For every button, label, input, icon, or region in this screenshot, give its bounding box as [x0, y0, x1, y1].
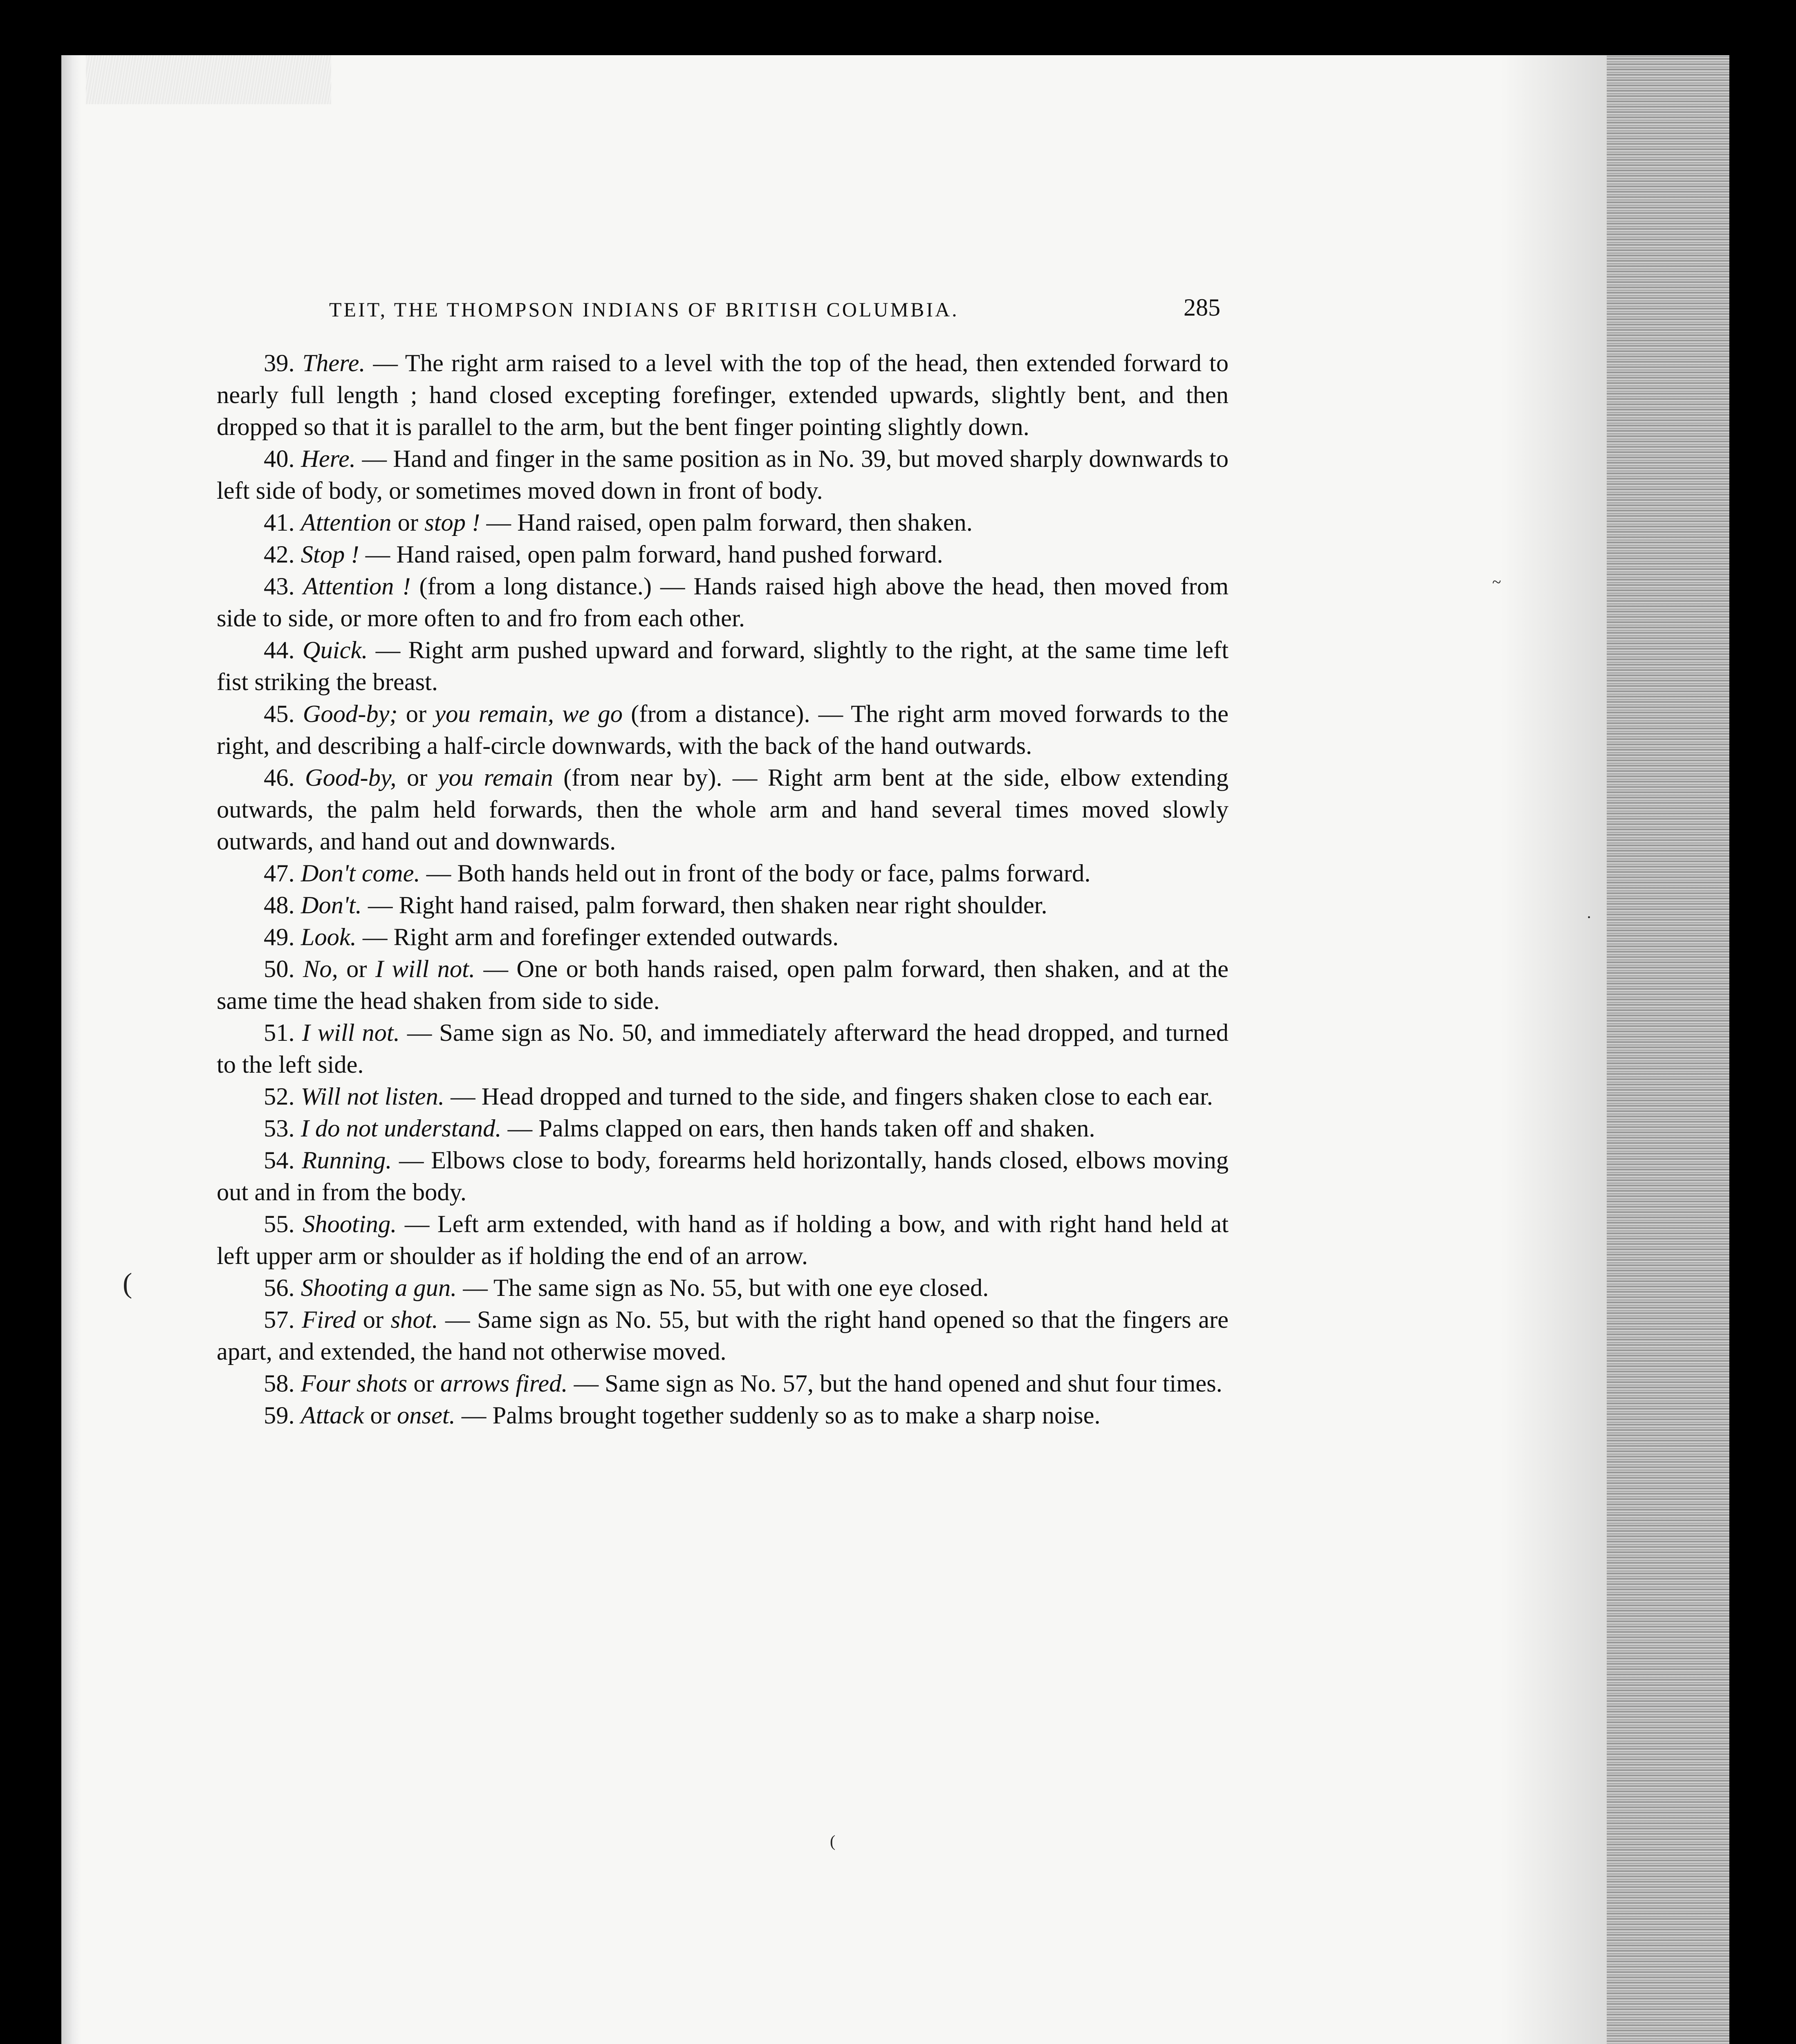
entry-47: [217, 858, 1229, 890]
entry-connector: or: [407, 1370, 440, 1397]
entry-55: [217, 1208, 1229, 1272]
entry-text: — The same sign as No. 55, but with one eye closed.: [457, 1274, 989, 1302]
entry-text: — Right hand raised, palm forward, then shaken near right shoulder.: [361, 892, 1047, 919]
entry-text: — Same sign as No. 57, but the hand opened and shut four times.: [567, 1370, 1222, 1397]
entry-text: — Head dropped and turned to the side, and fingers shaken close to each ear.: [444, 1083, 1213, 1110]
entry-number: 58.: [264, 1370, 295, 1397]
entry-term: Fired: [302, 1306, 356, 1334]
scan-noise-top: [86, 55, 331, 104]
entry-text: — One or both hands raised, open palm forward, then shaken, and at the same time the head shaken from side to side.: [217, 955, 1229, 1015]
entry-term: Don't.: [300, 892, 362, 919]
entry-term: I do not understand.: [300, 1115, 502, 1142]
entry-number: 55.: [264, 1210, 295, 1238]
entry-term: Good-by,: [305, 764, 397, 791]
entry-52: [217, 1081, 1229, 1113]
entry-number: 43.: [264, 573, 295, 600]
entry-number: 52.: [264, 1083, 295, 1110]
entry-text: — Hand and finger in the same position as in No. 39, but moved sharply downwards to left side of body, or sometimes moved down in front of body.: [217, 445, 1229, 504]
entry-number: 44.: [264, 637, 295, 664]
entry-number: 54.: [264, 1147, 295, 1174]
entry-number: 57.: [264, 1306, 295, 1334]
entry-term: Will not listen.: [300, 1083, 444, 1110]
entry-term: No,: [303, 955, 338, 983]
entry-term: Look.: [300, 923, 357, 951]
entry-connector: or: [364, 1402, 397, 1429]
page-right-edge: [1607, 55, 1729, 2044]
running-title: TEIT, THE THOMPSON INDIANS OF BRITISH COLUMBIA.: [329, 298, 959, 321]
entry-text: — Same sign as No. 50, and immediately afterward the head dropped, and turned to the left side.: [217, 1019, 1229, 1078]
entry-text: — Elbows close to body, forearms held horizontally, hands closed, elbows moving out and in from the body.: [217, 1147, 1229, 1206]
entry-56: [217, 1272, 1229, 1304]
entry-58: [217, 1368, 1229, 1400]
entry-text: — Right arm pushed upward and forward, slightly to the right, at the same time left fist striking the breast.: [217, 637, 1229, 696]
entry-41: [217, 507, 1229, 539]
page-header: [329, 294, 1220, 330]
entry-number: 42.: [264, 541, 295, 568]
entry-46: [217, 762, 1229, 858]
entry-term: Stop !: [300, 541, 359, 568]
entry-44: [217, 634, 1229, 698]
entry-term: Attention !: [303, 573, 411, 600]
entry-connector: or: [338, 955, 375, 983]
entry-term-alt: I will not.: [375, 955, 475, 983]
page-number: 285: [1184, 294, 1220, 321]
entry-text: — Palms brought together suddenly so as to make a sharp noise.: [455, 1402, 1101, 1429]
entry-text: — Hand raised, open palm forward, hand pushed forward.: [359, 541, 943, 568]
entry-term: Good-by;: [303, 700, 398, 728]
entry-40: [217, 443, 1229, 507]
entry-54: [217, 1145, 1229, 1208]
entry-43: [217, 571, 1229, 634]
entry-term: There.: [302, 350, 365, 377]
entry-text: (from a long distance.) — Hands raised high above the head, then moved from side to side, or more often to and fro from each other.: [217, 573, 1229, 632]
entry-number: 48.: [264, 892, 295, 919]
entry-number: 53.: [264, 1115, 295, 1142]
entry-text: — Left arm extended, with hand as if holding a bow, and with right hand held at left upper arm or shoulder as if holding the end of an arrow.: [217, 1210, 1229, 1270]
entry-text: (from a distance). — The right arm moved forwards to the right, and describing a half-circle downwards, with the back of the hand outwards.: [217, 700, 1229, 760]
entry-connector: or: [396, 764, 438, 791]
entry-text: — The right arm raised to a level with the top of the head, then extended forward to nearly full length ; hand closed excepting forefinger, extended upwards, slightly bent, and then dropped so that it is parallel to the arm, but the bent finger pointing slightly down.: [217, 350, 1229, 441]
entry-term-alt: stop !: [424, 509, 480, 536]
entry-term-alt: shot.: [390, 1306, 438, 1334]
entry-number: 56.: [264, 1274, 295, 1302]
entry-49: [217, 921, 1229, 953]
entry-term: Running.: [302, 1147, 392, 1174]
entry-term: I will not.: [302, 1019, 400, 1047]
entry-number: 41.: [264, 509, 295, 536]
entry-number: 39.: [264, 350, 295, 377]
entry-number: 40.: [264, 445, 295, 473]
entry-number: 47.: [264, 860, 295, 887]
scan-speck: (: [123, 1268, 132, 1299]
entry-45: [217, 698, 1229, 762]
entry-text: — Same sign as No. 55, but with the right hand opened so that the fingers are apart, and extended, the hand not otherwise moved.: [217, 1306, 1229, 1365]
entry-number: 46.: [264, 764, 295, 791]
entry-text: (from near by). — Right arm bent at the side, elbow extending outwards, the palm held forwards, then the whole arm and hand several times moved slowly outwards, and hand out and downwards.: [217, 764, 1229, 855]
entry-term: Quick.: [302, 637, 368, 664]
entry-text: — Both hands held out in front of the body or face, palms forward.: [420, 860, 1091, 887]
entry-term: Shooting a gun.: [300, 1274, 457, 1302]
entry-number: 51.: [264, 1019, 295, 1047]
entry-48: [217, 890, 1229, 921]
page-right-shadow: [1500, 55, 1607, 2044]
entry-53: [217, 1113, 1229, 1145]
entry-term-alt: onset.: [397, 1402, 455, 1429]
entry-59: [217, 1400, 1229, 1432]
scan-speck: (: [830, 1832, 836, 1850]
entry-term-alt: you remain, we go: [435, 700, 623, 728]
entry-connector: or: [397, 700, 435, 728]
entry-text: — Palms clapped on ears, then hands taken off and shaken.: [501, 1115, 1095, 1142]
entry-50: [217, 953, 1229, 1017]
page-body: [217, 347, 1229, 1432]
scan-speck: ~: [1492, 573, 1501, 591]
entry-39: [217, 347, 1229, 443]
entry-text: — Hand raised, open palm forward, then shaken.: [480, 509, 973, 536]
entry-number: 49.: [264, 923, 295, 951]
entry-term: Here.: [301, 445, 356, 473]
entry-term-alt: arrows fired.: [440, 1370, 568, 1397]
scan-speck: ·: [1586, 908, 1592, 926]
entry-51: [217, 1017, 1229, 1081]
entry-text: — Right arm and forefinger extended outwards.: [356, 923, 839, 951]
entry-number: 59.: [264, 1402, 295, 1429]
entry-42: [217, 539, 1229, 571]
entry-term: Don't come.: [300, 860, 420, 887]
entry-number: 45.: [264, 700, 295, 728]
entry-term: Attention: [300, 509, 392, 536]
entry-connector: or: [356, 1306, 391, 1334]
entry-term-alt: you remain: [437, 764, 553, 791]
entry-term: Attack: [300, 1402, 364, 1429]
entry-term: Four shots: [300, 1370, 408, 1397]
entry-term: Shooting.: [303, 1210, 397, 1238]
entry-number: 50.: [264, 955, 295, 983]
entry-connector: or: [391, 509, 425, 536]
page-left-edge: [61, 55, 81, 2044]
entry-57: [217, 1304, 1229, 1368]
